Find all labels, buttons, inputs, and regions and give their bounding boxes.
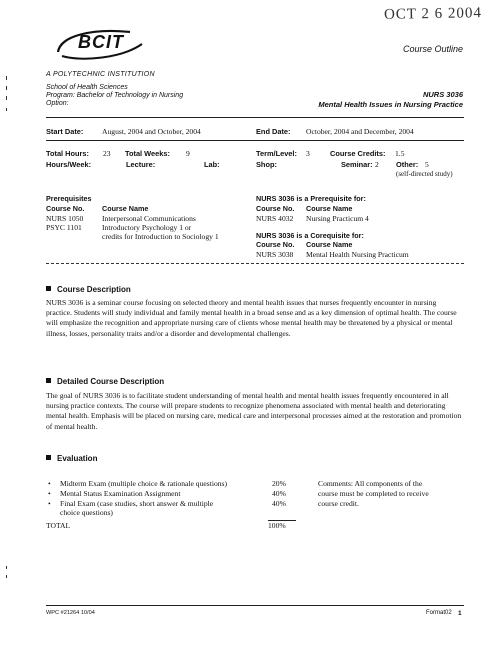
bcit-logo [52,22,147,64]
school-name: School of Health Sciences [46,84,128,91]
evaluation-list [46,479,316,529]
course-code: NURS 3036 [422,90,463,99]
lab-label: Lab: [204,160,220,169]
prereq-row-2-name: Introductory Psychology 1 or [102,223,192,232]
coreq-row-1-name: Mental Health Nursing Practicum [306,250,409,259]
total-hours-value: 23 [103,149,111,158]
hours-week-label: Hours/Week: [46,160,92,169]
section-bullet-icon [46,378,51,383]
course-description-heading-text: Course Description [57,285,131,294]
footer-page-number: 1 [458,610,462,617]
evaluation-item [46,479,316,489]
course-description-text: NURS 3036 is a seminar course focusing on selected theory and mental health issues that nurses frequently encounter in nursing practice. Students will study individual and family mental health in a broad sense and as a key dimension of optimal health. The course will emphasize the recognition and appropriate nursing care of clients whose mental health may be threatened by a physical or mental illness, losses, personality traits and/or a disorder and developmental challenges. [46,298,457,338]
evaluation-heading [46,454,97,463]
end-date-row [256,127,414,136]
scan-mark [6,96,7,100]
dates-divider [46,140,464,141]
course-credits-label: Course Credits: [330,149,386,158]
course-description-heading [46,285,131,294]
header-divider [46,117,464,118]
prereq-for-col-name: Course Name [306,204,353,213]
prerequisites-title: Prerequisites [46,194,92,203]
coreq-col-no: Course No. [256,240,295,249]
scan-mark [6,76,7,80]
footer-divider [46,605,464,606]
lecture-label: Lecture: [126,160,156,169]
prereq-for-col-no: Course No. [256,204,295,213]
prereq-row-3-name: credits for Introduction to Sociology 1 [102,232,219,241]
evaluation-total-label: TOTAL [46,521,71,530]
start-date-value: August, 2004 and October, 2004 [102,127,201,136]
coreq-title: NURS 3036 is a Corequisite for: [256,231,364,240]
bullet-icon: • [48,489,51,498]
evaluation-comments: Comments: All components of the course must be completed to receive course credit. [318,479,429,508]
evaluation-total-value: 100% [268,521,286,530]
other-value: 5 [425,160,429,169]
scan-mark [6,566,7,569]
evaluation-item-label: Mental Status Examination Assignment [60,489,181,498]
seminar-value: 2 [375,160,379,169]
total-hours-label: Total Hours: [46,149,89,158]
evaluation-item-label: Final Exam (case studies, short answer & multiple choice questions) [60,499,214,518]
prereq-divider [46,263,464,264]
institution-tagline: A POLYTECHNIC INSTITUTION [46,71,155,78]
total-weeks-value: 9 [186,149,190,158]
program-name: Program: Bachelor of Technology in Nursing [46,92,184,99]
evaluation-heading-text: Evaluation [57,454,98,463]
received-stamp: OCT 2 6 2004 [383,5,483,23]
coreq-col-name: Course Name [306,240,353,249]
evaluation-item-value: 20% [272,479,286,488]
detailed-description-text: The goal of NURS 3036 is to facilitate student understanding of mental health and mental health issues frequently encountered in all nursing practice contexts. The course will prepare students to recognize phenomena associated with mental health and deteriorating mental health. Emphasis will be placed on nursing care, medical care and interpersonal processes aimed at the restoration and promotion of mental health. [46,391,462,431]
prereq-for-row-1-no: NURS 4032 [256,214,294,223]
bullet-icon: • [48,499,51,508]
end-date-value: October, 2004 and December, 2004 [306,127,414,136]
bullet-icon: • [48,479,51,488]
prereq-row-2-no: PSYC 1101 [46,223,82,232]
document-type: Course Outline [402,44,463,54]
prereq-col-name: Course Name [102,204,149,213]
detailed-description-heading-text: Detailed Course Description [57,377,165,386]
shop-label: Shop: [256,160,277,169]
end-date-label: End Date: [256,127,291,136]
course-title: Mental Health Issues in Nursing Practice [318,100,463,109]
total-weeks-label: Total Weeks: [125,149,170,158]
other-label: Other: [396,160,419,169]
logo-text: BCIT [78,32,124,52]
scan-mark [6,575,7,578]
other-note: (self-directed study) [396,170,453,178]
prereq-col-no: Course No. [46,204,85,213]
option-label: Option: [46,100,69,107]
start-date-label: Start Date: [46,127,84,136]
scan-mark [6,86,7,90]
prereq-row-1-no: NURS 1050 [46,214,84,223]
evaluation-item-value: 40% [272,489,286,498]
start-date-row [46,127,201,136]
footer-doc-id: WPC #21264 10/04 [46,610,95,616]
evaluation-item-label: Midterm Exam (multiple choice & rationale questions) [60,479,228,488]
evaluation-item [46,489,316,499]
prereq-for-title: NURS 3036 is a Prerequisite for: [256,194,366,203]
evaluation-total-row [46,519,316,529]
footer-format: Format02 [426,610,452,616]
course-credits-value: 1.5 [395,149,405,158]
evaluation-item-value: 40% [272,499,286,508]
term-level-value: 3 [306,149,310,158]
coreq-row-1-no: NURS 3038 [256,250,294,259]
prereq-for-row-1-name: Nursing Practicum 4 [306,214,369,223]
section-bullet-icon [46,286,51,291]
prereq-row-1-name: Interpersonal Communications [102,214,196,223]
term-level-label: Term/Level: [256,149,297,158]
evaluation-item [46,499,316,519]
section-bullet-icon [46,455,51,460]
seminar-label: Seminar: [341,160,373,169]
detailed-description-heading [46,377,164,386]
scan-mark [6,108,7,111]
